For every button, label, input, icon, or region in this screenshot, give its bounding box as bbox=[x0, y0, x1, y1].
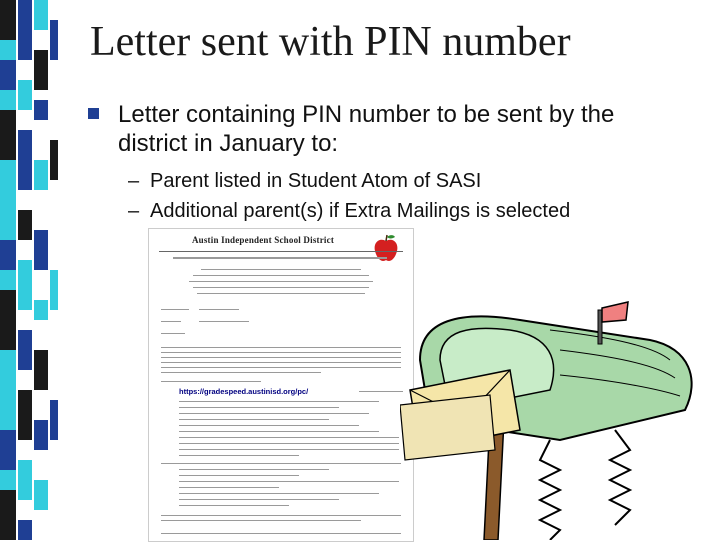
letter-text-line bbox=[161, 357, 401, 358]
main-bullet-text: Letter containing PIN number to be sent by the district in January to: bbox=[118, 101, 615, 157]
letter-text-line bbox=[179, 481, 399, 482]
letter-text-line bbox=[359, 391, 403, 392]
letter-text-line bbox=[161, 381, 261, 382]
letter-text-line bbox=[201, 269, 361, 270]
letter-text-line bbox=[161, 367, 401, 368]
sub-bullet-1-text: Parent listed in Student Atom of SASI bbox=[150, 170, 482, 192]
mailbox-illustration bbox=[400, 300, 720, 540]
letter-text-line bbox=[189, 281, 373, 282]
bullet-square-icon bbox=[88, 108, 99, 119]
letter-text-line bbox=[179, 407, 339, 408]
letter-text-line bbox=[161, 347, 401, 348]
letter-text-line bbox=[179, 431, 379, 432]
letter-text-line bbox=[179, 437, 399, 438]
dash-icon: – bbox=[128, 200, 140, 222]
letter-text-line bbox=[179, 443, 399, 444]
letter-text-line bbox=[161, 520, 361, 521]
letter-text-line bbox=[179, 499, 339, 500]
letter-text-line bbox=[179, 419, 329, 420]
letter-text-line bbox=[199, 309, 239, 310]
decorative-stripes bbox=[0, 0, 60, 540]
letter-text-line bbox=[179, 493, 379, 494]
letter-text-line bbox=[179, 469, 329, 470]
letter-text-line bbox=[161, 362, 401, 363]
letter-text-line bbox=[161, 463, 401, 464]
letter-text-line bbox=[193, 275, 369, 276]
letter-text-line bbox=[179, 413, 369, 414]
letter-rule bbox=[159, 251, 403, 252]
letter-text-line bbox=[179, 475, 299, 476]
sub-bullet-1 bbox=[128, 170, 481, 193]
letter-text-line bbox=[173, 257, 387, 259]
letter-text-line bbox=[161, 533, 401, 534]
letter-text-line bbox=[161, 333, 185, 334]
letter-header: Austin Independent School District bbox=[191, 235, 335, 245]
sub-bullet-2 bbox=[128, 200, 570, 223]
letter-text-line bbox=[179, 401, 379, 402]
apple-logo-icon bbox=[371, 233, 401, 265]
letter-text-line bbox=[161, 372, 321, 373]
letter-image bbox=[148, 228, 414, 542]
letter-url: https://gradespeed.austinisd.org/pc/ bbox=[179, 387, 309, 396]
dash-icon: – bbox=[128, 170, 140, 192]
letter-text-line bbox=[161, 352, 401, 353]
letter-text-line bbox=[179, 487, 279, 488]
letter-text-line bbox=[161, 309, 189, 310]
slide-title: Letter sent with PIN number bbox=[90, 19, 571, 65]
letter-text-line bbox=[199, 321, 249, 322]
letter-text-line bbox=[179, 425, 359, 426]
letter-text-line bbox=[179, 505, 289, 506]
letter-text-line bbox=[193, 287, 369, 288]
letter-text-line bbox=[161, 321, 181, 322]
letter-text-line bbox=[197, 293, 365, 294]
sub-bullet-2-text: Additional parent(s) if Extra Mailings is selected bbox=[150, 200, 571, 222]
letter-text-line bbox=[161, 515, 401, 516]
letter-text-line bbox=[179, 449, 399, 450]
letter-text-line bbox=[179, 455, 299, 456]
